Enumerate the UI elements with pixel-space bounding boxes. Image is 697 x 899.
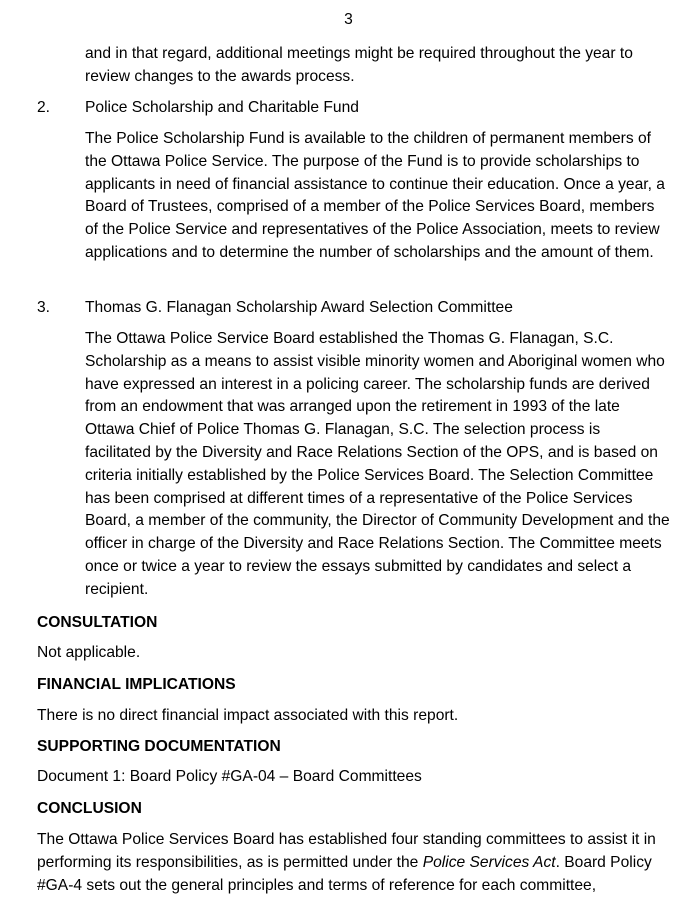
item-title: Thomas G. Flanagan Scholarship Award Selection Committee [85,299,513,316]
conclusion-text-start: The Ottawa Police Services Board has established four standing committees to assist it in performing its responsibilities, as is permitted under the [37,831,656,871]
supporting-documentation-text: Document 1: Board Policy #GA-04 – Board Committees [37,768,422,785]
item-heading-flanagan-committee [37,297,513,319]
consultation-text: Not applicable. [37,644,141,661]
financial-implications-heading: FINANCIAL IMPLICATIONS [37,676,236,693]
conclusion-text [37,829,677,897]
item-body-flanagan-committee: The Ottawa Police Service Board established the Thomas G. Flanagan, S.C. Scholarship as a means to assist visible minority women and Aboriginal women who have expressed an interest in a policing career. The scholarship funds are derived from an endowment that was arranged upon the retirement in 1993 of the late Ottawa Chief of Police Thomas G. Flanagan, S.C. The selection process is facilitated by the Diversity and Race Relations Section of the OPS, and is based on criteria initially established by the Police Services Board. The Selection Committee has been comprised at different times of a representative of the Police Services Board, a member of the community, the Director of Community Development and the officer in charge of the Diversity and Race Relations Section. The Committee meets once or twice a year to review the essays submitted by candidates and select a recipient. [85,330,670,598]
page-number: 3 [344,11,353,28]
item-number: 3. [37,299,51,316]
conclusion-text-end: . Board Policy #GA-4 sets out the general principles and terms of reference for each committee, [37,853,652,894]
consultation-heading: CONSULTATION [37,614,158,631]
financial-implications-text: There is no direct financial impact associated with this report. [37,707,459,724]
police-services-act-reference: Police Services Act [422,853,556,871]
item-title: Police Scholarship and Charitable Fund [85,99,359,116]
continuation-paragraph: and in that regard, additional meetings might be required throughout the year to review changes to the awards process. [85,45,633,85]
supporting-documentation-heading: SUPPORTING DOCUMENTATION [37,738,281,755]
conclusion-heading: CONCLUSION [37,800,142,817]
item-number: 2. [37,99,51,116]
item-heading-scholarship-fund [37,97,359,119]
item-body-scholarship-fund: The Police Scholarship Fund is available to the children of permanent members of the Ottawa Police Service. The purpose of the Fund is to provide scholarships to applicants in need of financial assistance to continue their education. Once a year, a Board of Trustees, comprised of a member of the Police Services Board, members of the Police Service and representatives of the Police Association, meets to review applications and to determine the number of scholarships and the amount of them. [85,130,665,261]
